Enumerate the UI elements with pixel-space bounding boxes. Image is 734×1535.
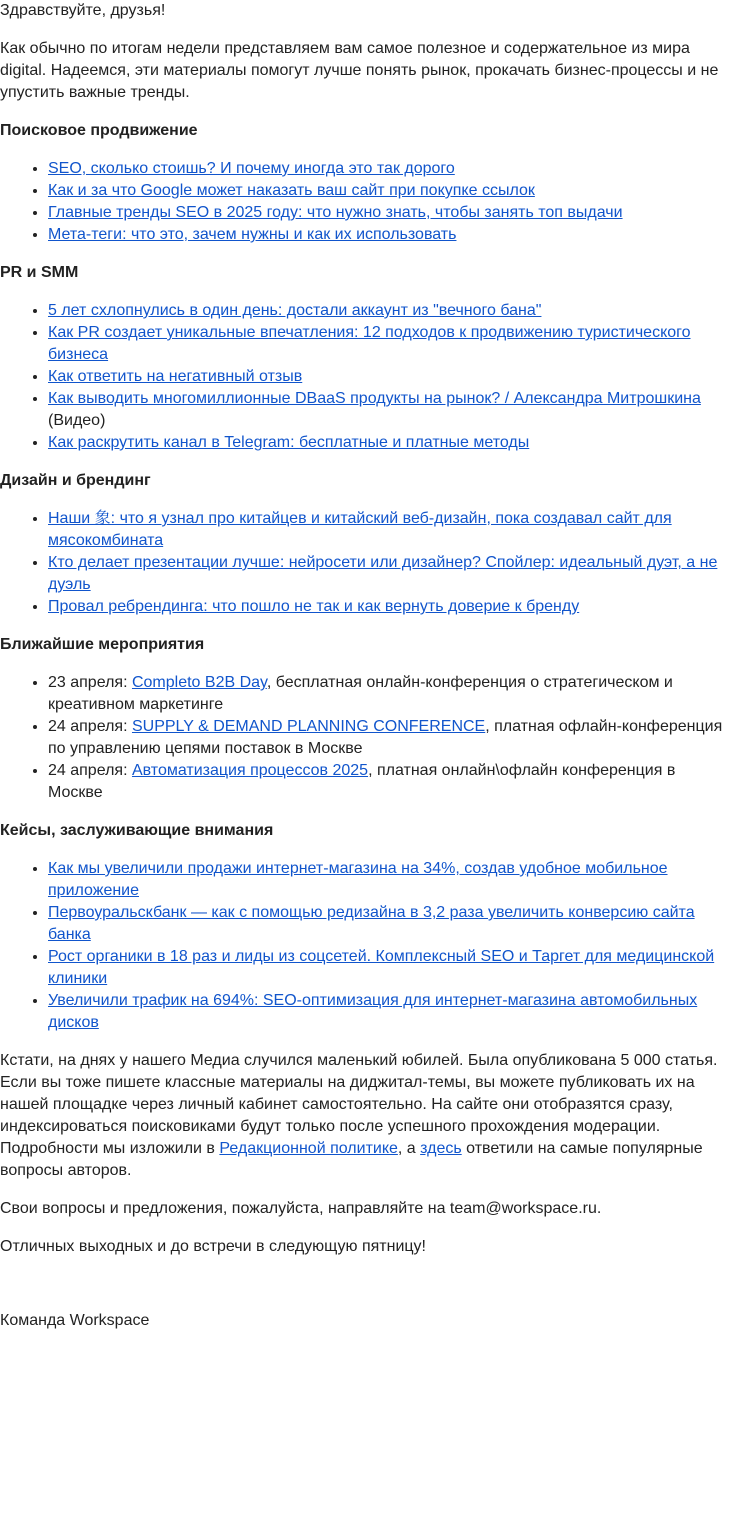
event-link[interactable]: Completo B2B Day bbox=[131, 674, 267, 691]
farewell-paragraph: Отличных выходных и до встречи в следующую пятницу! bbox=[0, 1238, 426, 1255]
cases-list bbox=[0, 858, 725, 1034]
seo-list bbox=[0, 158, 725, 246]
intro-paragraph: Как обычно по итогам недели представляем вам самое полезное и содержательное из мира digital. Надеемся, эти материалы помогут лучше понять рынок, прокачать бизнес-процессы и не упустить важные тренды. bbox=[0, 40, 719, 101]
list-item bbox=[48, 508, 725, 552]
list-item bbox=[48, 322, 725, 366]
event-item bbox=[48, 760, 725, 804]
article-link[interactable]: 5 лет схлопнулись в один день: достали аккаунт из "вечного бана" bbox=[48, 302, 542, 319]
list-item bbox=[48, 596, 725, 618]
events-list bbox=[0, 672, 725, 804]
list-item bbox=[48, 202, 725, 224]
article-link[interactable]: Как выводить многомиллионные DBaaS продукты на рынок? / Александра Митрошкина bbox=[48, 390, 701, 407]
event-link[interactable]: Автоматизация процессов 2025 bbox=[131, 762, 369, 779]
article-link[interactable]: Кто делает презентации лучше: нейросети или дизайнер? Спойлер: идеальный дуэт, а не дуэль bbox=[48, 554, 718, 593]
faq-link[interactable]: здесь bbox=[420, 1140, 462, 1157]
event-item bbox=[48, 716, 725, 760]
article-link[interactable]: Как и за что Google может наказать ваш сайт при покупке ссылок bbox=[48, 182, 535, 199]
greeting: Здравствуйте, друзья! bbox=[0, 2, 166, 19]
section-title-events: Ближайшие мероприятия bbox=[0, 636, 205, 653]
article-link[interactable]: Как ответить на негативный отзыв bbox=[48, 368, 303, 385]
list-item bbox=[48, 946, 725, 990]
list-item bbox=[48, 388, 725, 432]
article-link[interactable]: Наши 象: что я узнал про китайцев и китайский веб-дизайн, пока создавал сайт для мясокомбината bbox=[48, 510, 672, 549]
list-item bbox=[48, 990, 725, 1034]
editorial-policy-link[interactable]: Редакционной политике bbox=[219, 1140, 398, 1157]
event-date: 24 апреля: bbox=[48, 762, 132, 779]
article-link[interactable]: Провал ребрендинга: что пошло не так и как вернуть доверие к бренду bbox=[48, 598, 580, 615]
article-link[interactable]: Первоуральскбанк — как с помощью редизайна в 3,2 раза увеличить конверсию сайта банка bbox=[48, 904, 695, 943]
jubilee-text: Кстати, на днях у нашего Медиа случился маленький юбилей. Была опубликована 5 000 статья. Если вы тоже пишете классные материалы на диджитал-темы, вы можете публиковать их на нашей площадке через личный кабинет самостоятельно. На сайте они отобразятся сразу, индексироваться поисковиками будут только после успешного прохождения модерации. Подробности мы изложили в bbox=[0, 1052, 718, 1157]
contact-paragraph: Свои вопросы и предложения, пожалуйста, направляйте на team@workspace.ru. bbox=[0, 1200, 602, 1217]
event-date: 24 апреля: bbox=[48, 718, 132, 735]
event-description: , платная офлайн-конференция по управлению цепями поставок в Москве bbox=[48, 718, 723, 757]
article-link[interactable]: Рост органики в 18 раз и лиды из соцсетей. Комплексный SEO и Таргет для медицинской клиники bbox=[48, 948, 715, 987]
jubilee-end: ответили на самые популярные вопросы авторов. bbox=[0, 1140, 703, 1179]
list-item bbox=[48, 432, 725, 454]
event-description: , бесплатная онлайн-конференция о стратегическом и креативном маркетинге bbox=[48, 674, 673, 713]
event-item bbox=[48, 672, 725, 716]
design-list bbox=[0, 508, 725, 618]
article-link[interactable]: Как раскрутить канал в Telegram: бесплатные и платные методы bbox=[48, 434, 530, 451]
article-link[interactable]: Мета-теги: что это, зачем нужны и как их использовать bbox=[48, 226, 457, 243]
article-link[interactable]: Как мы увеличили продажи интернет-магазина на 34%, создав удобное мобильное приложение bbox=[48, 860, 668, 899]
list-item bbox=[48, 858, 725, 902]
event-date: 23 апреля: bbox=[48, 674, 132, 691]
list-item bbox=[48, 300, 725, 322]
video-suffix: (Видео) bbox=[48, 412, 106, 429]
section-title-pr: PR и SMM bbox=[0, 264, 79, 281]
spacer bbox=[0, 1274, 725, 1310]
list-item bbox=[48, 158, 725, 180]
jubilee-mid: , а bbox=[397, 1140, 421, 1157]
jubilee-paragraph bbox=[0, 1050, 725, 1182]
signature: Команда Workspace bbox=[0, 1312, 150, 1329]
list-item bbox=[48, 902, 725, 946]
section-title-design: Дизайн и брендинг bbox=[0, 472, 151, 489]
event-link[interactable]: SUPPLY & DEMAND PLANNING CONFERENCE bbox=[131, 718, 486, 735]
pr-list bbox=[0, 300, 725, 454]
section-title-cases: Кейсы, заслуживающие внимания bbox=[0, 822, 274, 839]
article-link[interactable]: Увеличили трафик на 694%: SEO-оптимизация для интернет-магазина автомобильных дисков bbox=[48, 992, 698, 1031]
list-item bbox=[48, 180, 725, 202]
section-title-seo: Поисковое продвижение bbox=[0, 122, 198, 139]
article-link[interactable]: SEO, сколько стоишь? И почему иногда это так дорого bbox=[48, 160, 455, 177]
list-item bbox=[48, 366, 725, 388]
article-link[interactable]: Как PR создает уникальные впечатления: 12 подходов к продвижению туристического бизнеса bbox=[48, 324, 691, 363]
event-description: , платная онлайн\офлайн конференция в Москве bbox=[48, 762, 676, 801]
list-item bbox=[48, 552, 725, 596]
article-link[interactable]: Главные тренды SEO в 2025 году: что нужно знать, чтобы занять топ выдачи bbox=[48, 204, 623, 221]
list-item bbox=[48, 224, 725, 246]
